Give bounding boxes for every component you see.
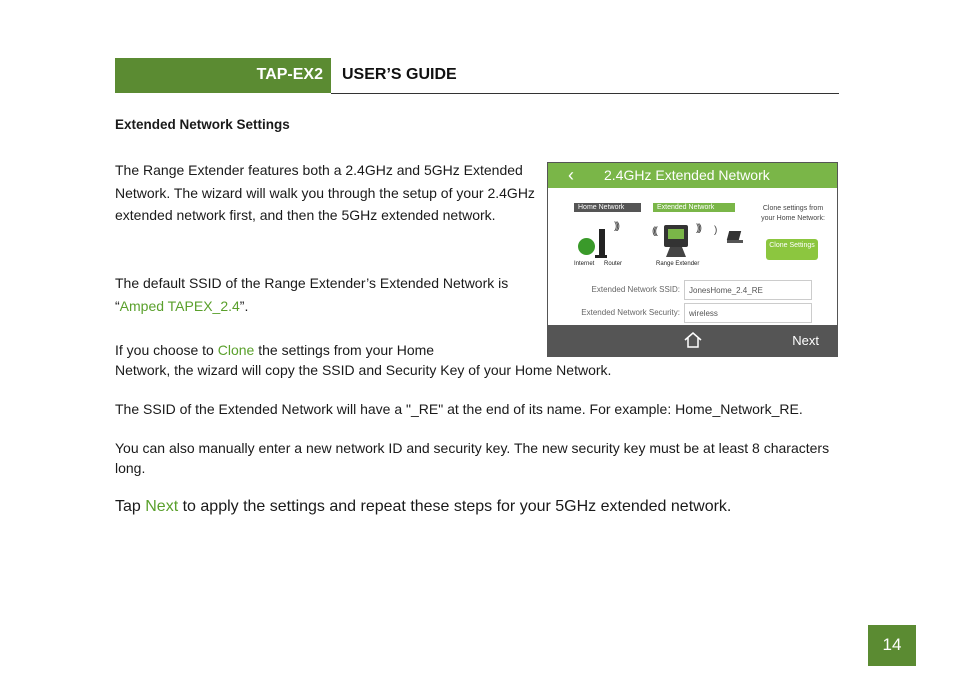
header-model: TAP-EX2 bbox=[256, 66, 323, 83]
section-title: Extended Network Settings bbox=[115, 117, 290, 132]
range-extender-screen bbox=[668, 229, 684, 239]
clone-text-after: the settings from your Home bbox=[254, 342, 435, 358]
router-label: Router bbox=[604, 261, 623, 267]
router-base bbox=[595, 255, 607, 258]
next-text-before: Tap bbox=[115, 498, 146, 515]
header-guide-title: USER’S GUIDE bbox=[342, 66, 457, 83]
wifi-wave-icon: ))) bbox=[614, 221, 618, 232]
back-chevron-icon[interactable]: ‹ bbox=[568, 165, 574, 185]
wifi-wave-icon: ))) bbox=[696, 223, 700, 234]
laptop-base bbox=[727, 240, 743, 243]
ssid-highlight: Amped TAPEX_2.4 bbox=[119, 297, 240, 314]
page-number-box bbox=[868, 625, 916, 666]
internet-label: Internet bbox=[574, 261, 595, 267]
paragraph-next-instruction bbox=[115, 496, 731, 519]
screen-title-bar bbox=[548, 163, 837, 188]
wifi-wave-icon: ((( bbox=[652, 226, 656, 237]
security-input[interactable]: wireless bbox=[684, 303, 812, 323]
paragraph-clone-line2: Network, the wizard will copy the SSID and Security Key of your Home Network. bbox=[115, 362, 612, 378]
screen-bottom-bar bbox=[548, 325, 837, 356]
screen-title: 2.4GHz Extended Network bbox=[604, 167, 770, 183]
ssid-input[interactable]: JonesHome_2.4_RE bbox=[684, 280, 812, 300]
clone-settings-text: Clone settings from your Home Network: bbox=[761, 205, 825, 222]
clone-text-before: If you choose to bbox=[115, 342, 218, 358]
page-number: 14 bbox=[882, 635, 902, 654]
header-divider bbox=[331, 93, 839, 94]
ssid-text-after: ”. bbox=[239, 297, 249, 314]
ssid-field-label: Extended Network SSID: bbox=[591, 285, 680, 294]
paragraph-default-ssid bbox=[115, 272, 540, 317]
security-field-label: Extended Network Security: bbox=[581, 308, 680, 317]
clone-settings-button[interactable]: Clone Settings bbox=[766, 239, 818, 260]
next-highlight: Next bbox=[145, 498, 179, 515]
next-text-after: to apply the settings and repeat these steps for your 5GHz extended network. bbox=[178, 498, 732, 515]
wifi-wave-icon: ) bbox=[714, 225, 716, 236]
extender-label: Range Extender bbox=[656, 261, 700, 267]
paragraph-intro: The Range Extender features both a 2.4GHz and 5GHz Extended Network. The wizard will walk you through the setup of your 2.4GHz extended network first, and then the 5GHz extended network. bbox=[115, 162, 535, 223]
paragraph-clone-line1 bbox=[115, 340, 434, 360]
header-model-bar bbox=[115, 58, 331, 93]
router-icon bbox=[599, 229, 605, 257]
paragraph-manual-entry: You can also manually enter a new network ID and security key. The new security key must be at least 8 characters long. bbox=[115, 440, 830, 476]
home-network-tag: Home Network bbox=[574, 203, 641, 212]
clone-highlight: Clone bbox=[217, 342, 255, 358]
extended-network-tag: Extended Network bbox=[653, 203, 735, 212]
range-extender-stand bbox=[666, 247, 686, 257]
ssid-text-before: The default SSID of the Range Extender’s Extended Network is “ bbox=[115, 275, 509, 314]
paragraph-ssid-suffix: The SSID of the Extended Network will have a "_RE" at the end of its name. For example: Home_Network_RE. bbox=[115, 401, 803, 417]
internet-globe-icon bbox=[578, 238, 595, 255]
laptop-icon bbox=[727, 231, 741, 240]
device-screen-illustration bbox=[547, 162, 838, 357]
home-icon[interactable] bbox=[684, 332, 702, 348]
next-button[interactable]: Next bbox=[792, 333, 819, 348]
